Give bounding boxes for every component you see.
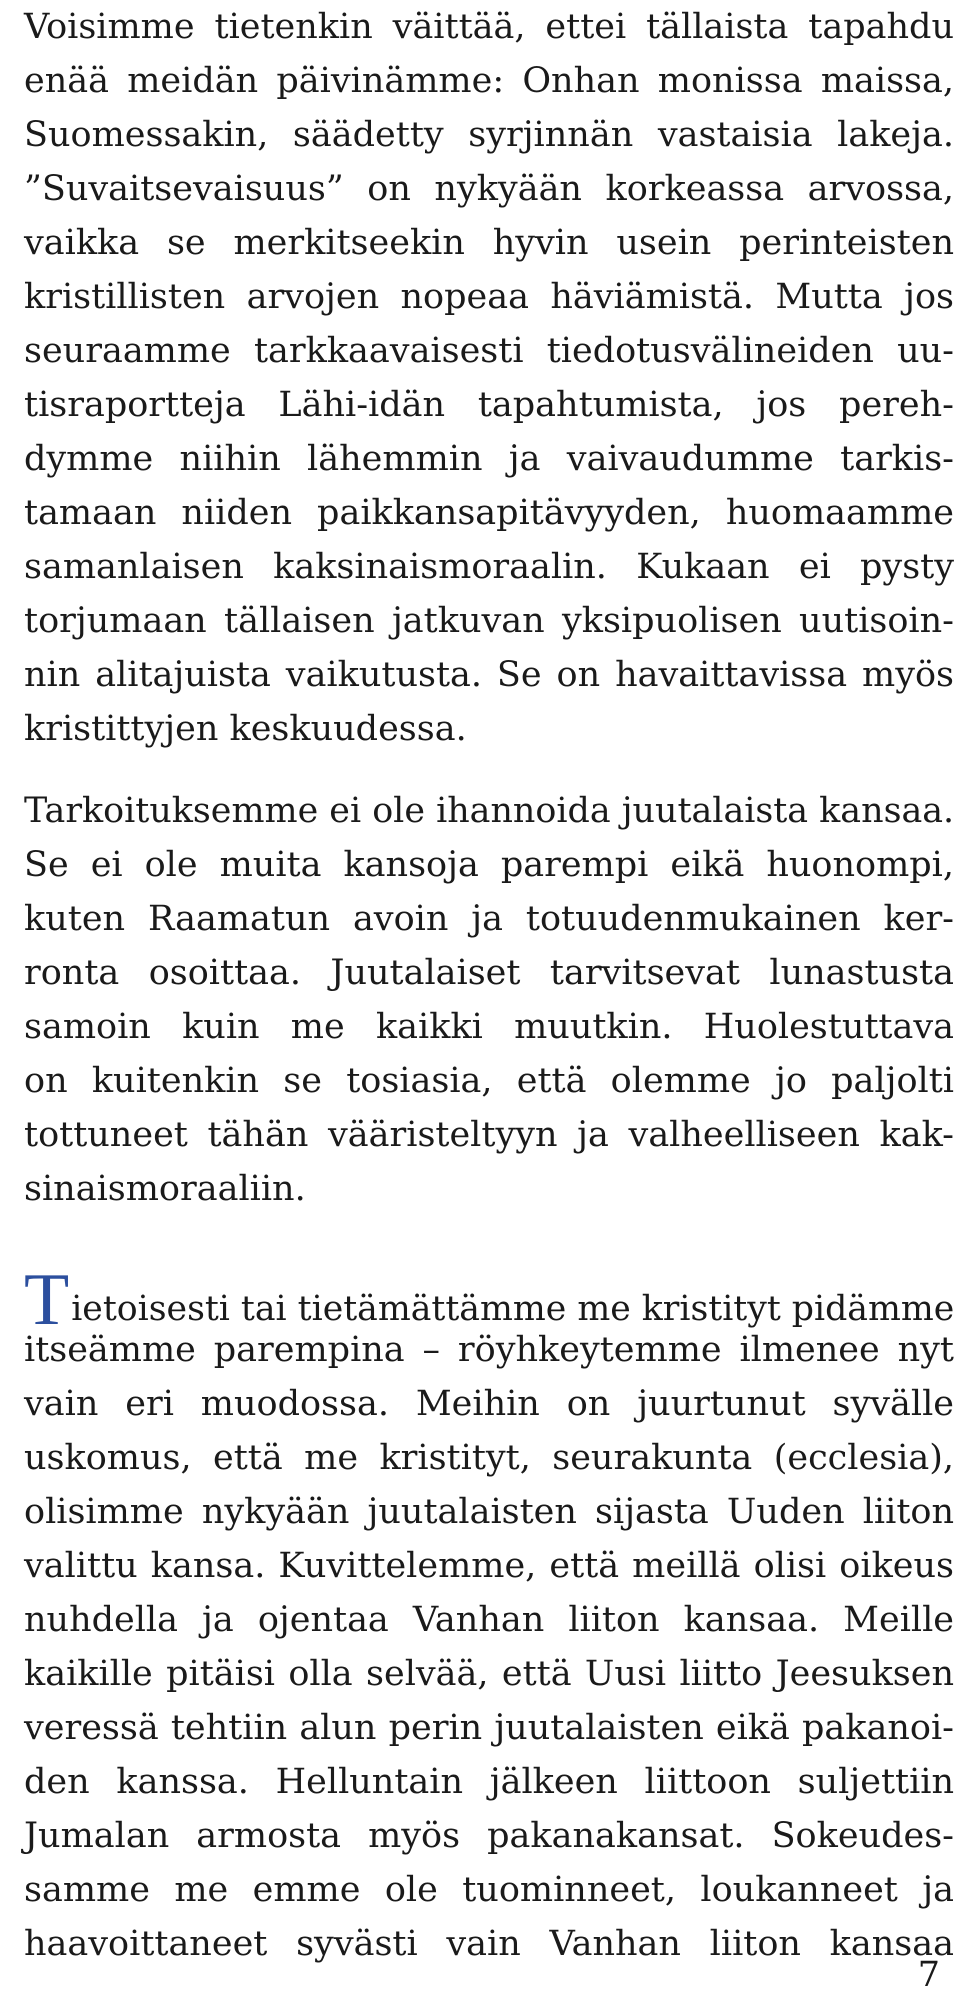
text-line: vaikka se merkitseekin hyvin usein perinteisten <box>24 223 954 263</box>
text-line: tottuneet tähän vääristeltyyn ja valheelliseen kak- <box>24 1115 954 1155</box>
first-line-rest: ietoisesti tai tietämättämme me kristityt pidämme <box>71 1289 955 1329</box>
text-line: Se ei ole muita kansoja parempi eikä huonompi, <box>24 845 954 885</box>
text-line: tamaan niiden paikkansapitävyyden, huomaamme <box>24 493 954 533</box>
paragraph-3 <box>24 1259 955 1971</box>
text-line: valittu kansa. Kuvittelemme, että meillä olisi oikeus <box>24 1546 954 1586</box>
text-line-last: kristittyjen keskuudessa. <box>24 709 467 749</box>
text-line: on kuitenkin se tosiasia, että olemme jo paljolti <box>24 1061 954 1101</box>
text-line: Suomessakin, säädetty syrjinnän vastaisia lakeja. <box>24 115 954 155</box>
text-line: Tarkoituksemme ei ole ihannoida juutalaista kansaa. <box>24 791 955 831</box>
text-line: olisimme nykyään juutalaisten sijasta Uuden liiton <box>24 1492 954 1532</box>
paragraph-1 <box>24 0 954 756</box>
text-line: vain eri muodossa. Meihin on juurtunut syvälle <box>24 1384 954 1424</box>
text-line: ronta osoittaa. Juutalaiset tarvitsevat lunastusta <box>24 953 954 993</box>
paragraph-2 <box>24 784 954 1216</box>
text-line: uskomus, että me kristityt, seurakunta (ecclesia), <box>24 1438 954 1478</box>
text-line: samme me emme ole tuominneet, loukanneet ja <box>24 1870 954 1910</box>
text-line: itseämme parempina – röyhkeytemme ilmenee nyt <box>24 1330 954 1370</box>
text-line-first <box>24 1259 955 1341</box>
text-line: Jumalan armosta myös pakanakansat. Sokeudes- <box>24 1816 954 1856</box>
text-line: haavoittaneet syvästi vain Vanhan liiton kansaa <box>24 1924 954 1964</box>
text-line-last: sinaismoraaliin. <box>24 1169 306 1209</box>
text-line: veressä tehtiin alun perin juutalaisten eikä pakanoi- <box>24 1708 954 1748</box>
text-line: Voisimme tietenkin väittää, ettei tällaista tapahdu <box>24 7 954 47</box>
text-line: torjumaan tällaisen jatkuvan yksipuolisen uutisoin- <box>24 601 954 641</box>
text-line: kristillisten arvojen nopeaa häviämistä. Mutta jos <box>24 277 954 317</box>
text-line: den kanssa. Helluntain jälkeen liittoon suljettiin <box>24 1762 954 1802</box>
page-number: 7 <box>917 1955 940 1995</box>
text-line: ”Suvaitsevaisuus” on nykyään korkeassa arvossa, <box>24 169 954 209</box>
text-line: samanlaisen kaksinaismoraalin. Kukaan ei pysty <box>24 547 954 587</box>
text-line: tisraportteja Lähi-idän tapahtumista, jos pereh- <box>24 385 954 425</box>
text-line: seuraamme tarkkaavaisesti tiedotusvälineiden uu- <box>24 331 954 371</box>
drop-cap: T <box>24 1259 70 1341</box>
text-line: nin alitajuista vaikutusta. Se on havaittavissa myös <box>24 655 954 695</box>
text-line: nuhdella ja ojentaa Vanhan liiton kansaa. Meille <box>24 1600 954 1640</box>
text-line: enää meidän päivinämme: Onhan monissa maissa, <box>24 61 954 101</box>
text-line: kaikille pitäisi olla selvää, että Uusi liitto Jeesuksen <box>24 1654 954 1694</box>
page-body <box>24 0 954 1971</box>
text-line: dymme niihin lähemmin ja vaivaudumme tarkis- <box>24 439 954 479</box>
text-line: kuten Raamatun avoin ja totuudenmukainen ker- <box>24 899 954 939</box>
text-line: samoin kuin me kaikki muutkin. Huolestuttava <box>24 1007 954 1047</box>
